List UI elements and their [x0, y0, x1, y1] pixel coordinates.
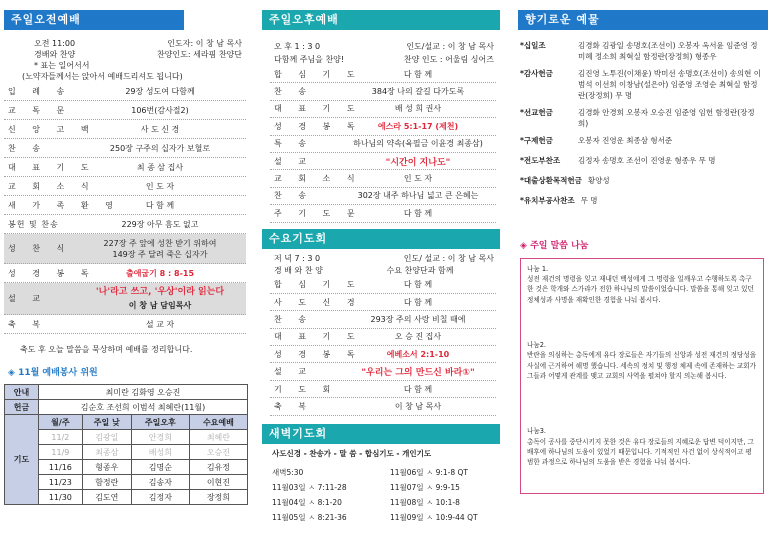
blessing-row — [4, 315, 246, 334]
order-label: 성 경 봉 독 — [274, 121, 362, 131]
afternoon-praise: 다함께 주님을 찬양! — [274, 55, 345, 64]
order-content: 29장 성도여 다함께 — [125, 86, 195, 96]
order-content: 다 함 께 — [403, 280, 433, 290]
order-row — [270, 153, 496, 170]
order-content: 229장 아무 흠도 없고 — [121, 219, 199, 229]
table-cell: 김송자 — [131, 475, 189, 490]
dawn-day: 11월04일 ㅅ 8:1-20 — [272, 497, 342, 507]
communion-label: 성 찬 식 — [8, 244, 72, 253]
order-row — [270, 398, 496, 415]
offering-row — [514, 68, 770, 101]
order-row — [4, 177, 246, 196]
order-content: "시간이 지나도" — [385, 157, 451, 168]
share-title-text: 주일 말씀 나눔 — [530, 241, 589, 251]
dawn-right — [390, 465, 478, 525]
prayer-label: 기도 — [5, 415, 39, 505]
order-content: 293장 주의 사랑 비칠 때에 — [370, 314, 466, 324]
table-row — [5, 490, 248, 505]
dawn-day: 11월05일 ㅅ 8:21-36 — [272, 512, 347, 522]
dawn-day: 11월03일 ㅅ 7:11-28 — [272, 482, 347, 492]
communion-hymn1: 227장 주 앞에 성찬 받기 위하여 — [103, 238, 217, 248]
afternoon-column — [262, 0, 500, 544]
share-q3-title: 나눔3. — [527, 427, 547, 436]
offering-names: 오봉자 진영운 최종삼 형서준 — [578, 136, 673, 145]
order-content: 106번(감사절2) — [131, 105, 189, 115]
afternoon-leader: 인도/설교 : 이 창 남 목사 — [406, 42, 494, 51]
table-cell: 11/9 — [39, 445, 83, 460]
scripture-label: 성 경 봉 독 — [8, 268, 96, 278]
share-q3: 총독이 공사를 중단시키지 못한 것은 유다 장로들의 지혜로운 답변 덕이지만, 그 배후에 하나님의 도움이 있었기 때문입니다. 기적적인 사건 없이 상식적이고 평범한 과정으로 하나님의 도움을 받은 경험을 나눠 봅시다. — [527, 437, 754, 467]
table-cell: 안경희 — [131, 430, 189, 445]
table-row — [5, 460, 248, 475]
afternoon-intro — [262, 40, 500, 66]
offering-type: *구제헌금 — [520, 136, 553, 145]
offering-row — [514, 107, 770, 129]
service-title-text: 11월 예배봉사 위원 — [18, 368, 98, 378]
table-cell: 최종삼 — [82, 445, 131, 460]
morning-note1: 표는 일어서서 — [40, 61, 90, 70]
order-row — [4, 158, 246, 177]
communion-hymn2: 149장 주 달려 죽은 십자가 — [112, 249, 208, 259]
morning-leader: 인도자: 이 창 남 목사 — [167, 39, 242, 48]
scripture-row — [4, 264, 246, 283]
wednesday-title: 수요기도회 — [262, 229, 500, 249]
offering-column — [514, 0, 770, 544]
order-row — [4, 120, 246, 139]
service-table — [4, 384, 248, 505]
wednesday-intro — [262, 253, 500, 277]
offer-label: 헌금 — [5, 400, 39, 415]
communion-content — [78, 238, 242, 260]
order-label: 특 송 — [274, 139, 313, 149]
order-label: 봉헌 및 찬송 — [8, 219, 59, 229]
dawn-time: 새벽5:30 — [272, 467, 304, 477]
offering-row — [514, 40, 770, 62]
offering-names: 김경화 김광일 송명호(조선이) 오봉자 옥서윤 임준영 정미혜 정소희 최혁실 함정란(장정희) 형종우 — [578, 41, 758, 61]
table-cell: 11/2 — [39, 430, 83, 445]
guide-names: 최미란 김화영 오승진 — [39, 385, 248, 400]
dawn-day: 11월07일 ㅅ 9:9-15 — [390, 482, 460, 492]
wednesday-time: 저 녁 7 : 3 0 — [274, 253, 321, 263]
morning-note2: (노약자들께서는 앉아서 예배드리셔도 됩니다) — [22, 72, 183, 81]
order-label: 사 도 신 경 — [274, 297, 362, 307]
sermon-content — [78, 286, 242, 312]
offering-title: 향기로운 예물 — [518, 10, 768, 30]
table-cell: 11/16 — [39, 460, 83, 475]
morning-order — [0, 82, 250, 334]
offering-type: *전도부찬조 — [520, 156, 561, 165]
offering-row — [514, 195, 770, 209]
order-content: 다 함 께 — [403, 297, 433, 307]
table-header: 주일 낮 — [82, 415, 131, 430]
wednesday-praise: 경 배 와 찬 양 — [274, 265, 323, 275]
order-row — [270, 136, 496, 153]
order-row — [270, 83, 496, 100]
order-row — [270, 188, 496, 205]
blessing-content: 설 교 자 — [145, 319, 175, 329]
order-row — [270, 101, 496, 118]
order-label: 성 경 봉 독 — [274, 349, 362, 359]
offering-row — [514, 155, 770, 169]
order-row — [4, 139, 246, 158]
dawn-day: 11월08일 ㅅ 10:1-8 — [390, 497, 460, 507]
share-box — [520, 258, 764, 494]
table-row — [5, 385, 248, 400]
morning-column — [0, 0, 250, 544]
table-cell: 오승진 — [189, 445, 247, 460]
order-content: 인 도 자 — [403, 174, 433, 184]
share-title: ◈ 주일 말씀 나눔 — [520, 241, 589, 251]
morning-intro: 오전 11:00 인도자: 이 창 남 목사 경배와 찬양 찬양인도: 세라핌 찬양단 * 표는 일어서서 (노약자들께서는 앉아서 예배드리셔도 됩니다) — [0, 38, 250, 82]
wednesday-leader: 인도/ 설교 : 이 창 남 목사 — [403, 253, 494, 263]
order-content: 384장 나의 갈길 다가도록 — [371, 87, 465, 97]
afternoon-time: 오 후 1 : 3 0 — [274, 42, 321, 51]
order-row — [4, 215, 246, 234]
order-row — [270, 346, 496, 363]
table-row — [5, 430, 248, 445]
table-row — [5, 475, 248, 490]
morning-choir: 경배와 찬양 — [34, 50, 76, 59]
order-content: 에베소서 2:1-10 — [386, 349, 450, 359]
sermon-title: '나'라고 쓰고, '우상'이라 읽는다 — [95, 286, 225, 297]
order-label: 주 기 도 문 — [274, 208, 362, 218]
order-content: 다 함 께 — [403, 208, 433, 218]
order-row — [270, 311, 496, 328]
table-cell: 이현진 — [189, 475, 247, 490]
table-cell: 김광일 — [82, 430, 131, 445]
order-label: 대 표 기 도 — [274, 104, 362, 114]
table-row — [5, 415, 248, 430]
offering-type: *감사헌금 — [520, 69, 553, 78]
order-row — [270, 329, 496, 346]
dawn-left — [272, 465, 390, 525]
order-label: 대 표 기 도 — [274, 332, 362, 342]
order-row — [270, 170, 496, 187]
order-content: 최 종 삼 집사 — [136, 162, 184, 172]
order-label: 새 가 족 환 영 — [8, 200, 120, 210]
table-row — [5, 445, 248, 460]
order-row — [270, 363, 496, 380]
order-label: 교 독 문 — [8, 105, 72, 115]
morning-choir-leader: 찬양인도: 세라핌 찬양단 — [156, 50, 242, 59]
table-cell: 11/23 — [39, 475, 83, 490]
order-content: 하나님의 약속(육필금 이윤경 최종삼) — [353, 139, 483, 149]
blessing-label: 축 복 — [8, 319, 47, 329]
order-content: 오 승 진 집사 — [394, 332, 442, 342]
offering-type: *유치부공사찬조 — [520, 196, 575, 205]
dawn-subtitle: 사도신경 - 찬송가 - 말 씀 - 합심기도 - 개인기도 — [272, 448, 432, 458]
dawn-schedule — [262, 459, 500, 525]
order-content: 배 성 희 권사 — [394, 104, 442, 114]
order-label: 설 교 — [274, 367, 313, 377]
order-row — [270, 66, 496, 83]
order-label: 합 심 기 도 — [274, 69, 362, 79]
wednesday-praise-content: 수요 찬양단과 함께 — [386, 265, 454, 275]
order-row — [270, 118, 496, 135]
order-row — [270, 381, 496, 398]
share-q2-title: 나눔2. — [527, 341, 547, 350]
wednesday-order — [262, 277, 500, 416]
order-content: 사 도 신 경 — [140, 124, 180, 134]
order-row — [4, 196, 246, 215]
table-cell: 김정자 — [131, 490, 189, 505]
order-content: 250장 구주의 십자가 보혈로 — [109, 143, 211, 153]
communion-row — [4, 234, 246, 264]
order-label: 신 앙 고 백 — [8, 124, 96, 134]
table-cell: 김명순 — [131, 460, 189, 475]
share-q2: 반란을 의심하는 총독에게 유다 장로들은 자기들의 신앙과 성전 재건의 정당성을 사실에 근거하여 해명 했습니다. 세속의 정치 및 행정 체제 속에 존재하는 교회가 그들과 어떻게 관계를 맺고 교회의 사역을 펼쳐야 할지 의논해 봅시다. — [527, 351, 757, 380]
offering-names: 김경화 안경희 오봉자 오승진 임준영 임헌 함정란(장정희) — [578, 108, 755, 128]
order-content: 다 함 께 — [145, 200, 175, 210]
table-cell: 함정란 — [82, 475, 131, 490]
service-title: ◈ 11월 예배봉사 위원 — [8, 368, 98, 378]
dawn-day: 11월06일 ㅅ 9:1-8 QT — [390, 467, 469, 477]
table-cell: 배성희 — [131, 445, 189, 460]
share-q1-title: 나눔 1. — [527, 265, 549, 273]
order-label: 합 심 기 도 — [274, 280, 362, 290]
order-row — [270, 294, 496, 311]
offering-type: *십일조 — [520, 41, 546, 50]
table-cell: 형종우 — [82, 460, 131, 475]
guide-label: 안내 — [5, 385, 39, 400]
table-header: 월/주 — [39, 415, 83, 430]
order-row — [4, 82, 246, 101]
order-label: 대 표 기 도 — [8, 162, 96, 172]
order-content: 이 창 남 목사 — [394, 401, 442, 411]
offering-row — [514, 135, 770, 149]
share-q1: 성전 재건의 명령을 잊고 재내던 백성에게 그 명령을 일깨우고 수행하도록 촉구한 것은 학개와 스가랴가 전한 하나님의 말씀이었습니다. 말씀을 통해 잊고 있던 정체성과 사명을 재확인한 경험을 나눠 봅시다. — [527, 275, 754, 304]
afternoon-order — [262, 66, 500, 223]
morning-time: 오전 11:00 — [34, 39, 76, 48]
offer-names: 김순호 조선희 이범석 최혜란(11월) — [39, 400, 248, 415]
order-row — [4, 101, 246, 120]
closing-note: 축도 후 오늘 말씀을 묵상하며 예배를 정리합니다. — [20, 345, 193, 354]
offering-type: *대출상환목적헌금 — [520, 176, 582, 185]
morning-title: 주일오전예배 — [4, 10, 184, 30]
offering-names: 황양성 — [587, 176, 610, 185]
table-cell: 장정희 — [189, 490, 247, 505]
table-header: 주일오후 — [131, 415, 189, 430]
table-cell: 최혜란 — [189, 430, 247, 445]
offering-type: *선교헌금 — [520, 108, 553, 117]
order-label: 찬 송 — [274, 314, 313, 324]
order-content: "우리는 그의 만드신 바라①" — [361, 368, 475, 379]
offering-names: 김정자 송명호 조선이 진영운 형종우 무 명 — [578, 156, 716, 165]
order-label: 기 도 회 — [274, 384, 338, 394]
order-label: 찬 송 — [274, 191, 313, 201]
dawn-day: 11월09일 ㅅ 10:9-44 QT — [390, 512, 478, 522]
afternoon-praise-leader: 찬양 인도 : 어울림 싱어즈 — [403, 55, 494, 64]
order-content: 인 도 자 — [145, 181, 175, 191]
order-label: 교 회 소 식 — [274, 174, 362, 184]
order-content: 302장 내주 하나님 넓고 큰 은혜는 — [357, 191, 479, 201]
order-content: 다 함 께 — [403, 384, 433, 394]
table-cell: 김유정 — [189, 460, 247, 475]
scripture-text: 출애굽기 8 : 8-15 — [125, 268, 195, 278]
order-label: 찬 송 — [8, 143, 47, 153]
table-row — [5, 400, 248, 415]
sermon-preacher: 이 창 남 담임목사 — [128, 300, 192, 310]
table-cell: 김도연 — [82, 490, 131, 505]
offering-row — [514, 175, 770, 189]
order-content: 다 함 께 — [403, 69, 433, 79]
order-row — [270, 277, 496, 294]
order-label: 찬 송 — [274, 87, 313, 97]
order-label: 교 회 소 식 — [8, 181, 96, 191]
offering-list — [514, 40, 770, 209]
afternoon-title: 주일오후예배 — [262, 10, 500, 30]
sermon-row — [4, 283, 246, 315]
order-row — [270, 205, 496, 222]
order-label: 설 교 — [274, 156, 313, 166]
order-label: 입 례 송 — [8, 86, 72, 96]
offering-names: 무 명 — [580, 196, 598, 205]
order-content: 에스라 5:1-17 (제천) — [377, 121, 459, 131]
dawn-title: 새벽기도회 — [262, 424, 500, 444]
table-header: 수요예배 — [189, 415, 247, 430]
table-cell: 11/30 — [39, 490, 83, 505]
sermon-label: 설 교 — [8, 294, 47, 303]
offering-names: 김진영 노투진(이채윤) 박미선 송명호(조선이) 송의현 이범석 이선희 이창남(설은아) 임준영 조영순 최혁실 함정란(장정희) 무 명 — [578, 69, 762, 100]
order-label: 축 복 — [274, 401, 313, 411]
